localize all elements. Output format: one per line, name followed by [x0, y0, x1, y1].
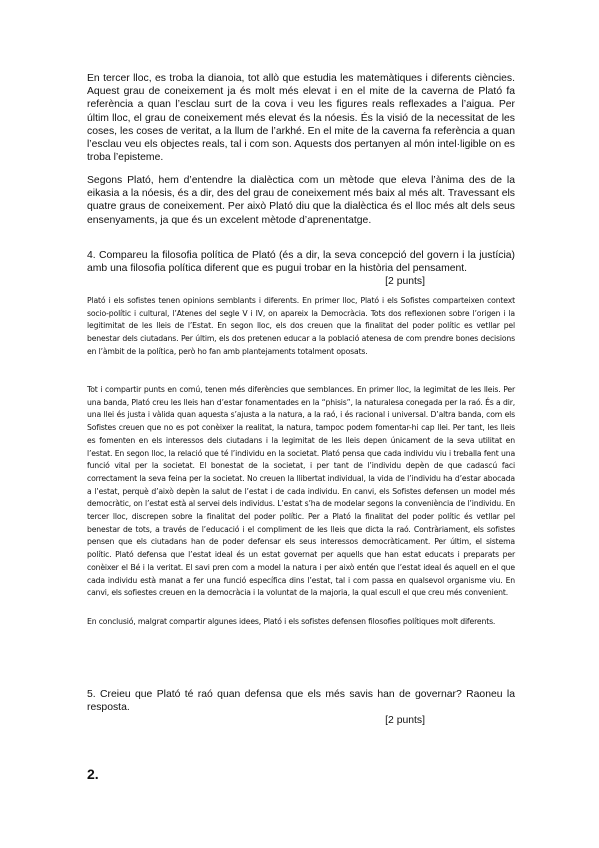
answer-4-conclusion: En conclusió, malgrat compartir algunes idees, Plató i els sofistes defensen filosofies polítiques molt diferents.	[87, 617, 496, 626]
question-4	[87, 249, 515, 289]
answer-4-paragraph-2: Tot i compartir punts en comú, tenen més diferències que semblances. En primer lloc, la legimitat de les lleis. Per una banda, Plató creu les lleis han d’estar fonamentades en la “phisis”, la naturalesa conegada per la raó. És a dir, una llei és justa i vàlida quan aquesta s’ajusta a la natura, a la raó, i és racional i universal. D’altra banda, com els Sofistes creuen que no es pot conèixer la realitat, la natura, tampoc podem fomentar-hi cap llei. Per tant, les lleis es fomenten en els interessos dels ciutadans i la legimitat de les lleis depen únicament de la seva utilitat en l’estat. En segon lloc, la relació que té l’individu en la societat. Plató pensa que cada individu viu i treballa fent una funció vital per la societat. El bonestat de la societat, i per tant de l’individu depèn de que cadascú faci correctament la seva feina per la societat. No creuen la llibertat individual, la vida de l’individu ha d’estar abocada a l’estat, perquè d’això depèn la salut de l’estat i de cada individu. En canvi, els Sofistes defensen un model més democràtic, on l’estat està al servei dels individus. L’estat s’ha de modelar segons la conveniència de l’individu. En tercer lloc, discrepen sobre la finalitat del poder polític. Per a Plató la finalitat del poder polític és vetllar pel benestar de tots, a través de l’educació i el compliment de les lleis que dicta la raó. Contràriament, els sofistes pensen que els ciutadans han de poder defensar els seus interessos democràticament. Per últim, el sistema polític. Plató defensa que l’estat ideal és un estat governat per aquells que han estat educats i preparats per conèixer el Bé i la veritat. El savi pren com a model la natura i per això entén que l’estat ideal és aquell en el que cada individu està manat a fer una funció específica dins l’estat, tal i com passa en qualsevol organisme viu. En canvi, els sofiestes creuen en la democràcia i la voluntat de la majoria, la qual escull el que creu més convenient.	[87, 385, 515, 598]
question-5-text: 5. Creieu que Plató té raó quan defensa que els més savis han de governar? Raoneu la resposta.	[87, 689, 515, 714]
paragraph-dianoia-noesis: En tercer lloc, es troba la dianoia, tot allò que estudia les matemàtiques i diferents ciències. Aquest grau de coneixement ja és molt més elevat i en el mite de la caverna de Plató fa referència a quan l’esclau surt de la cova i veu les figures reals reflexades a l’aigua. Per últim lloc, el grau de coneixement més elevat és la nóesis. És la visió de la necessitat de les coses, les coses de veritat, a la llum de l’arkhé. En el mite de la caverna fa referència a quan l’esclau veu els objectes reals, tal i com son. Aquests dos pertanyen al món intel·ligible on es troba l’episteme.	[87, 73, 515, 164]
question-5-points: [2 punts]	[385, 715, 425, 727]
paragraph-dialectica: Segons Plató, hem d’entendre la dialèctica com un mètode que eleva l’ànima des de la eikasia a la nóesis, és a dir, des del grau de coneixement més baix al més alt. Travessant els quatre graus de coneixement. Per això Plató diu que la dialèctica és el lloc més alt dels seus ensenyaments, ja que és un excelent mètode d’aprenentatge.	[87, 175, 515, 226]
question-4-points: [2 punts]	[385, 276, 425, 288]
question-5	[87, 688, 515, 728]
section-heading-2: 2.	[87, 766, 99, 782]
question-4-text: 4. Compareu la filosofia política de Plató (és a dir, la seva concepció del govern i la justícia) amb una filosofia política diferent que es pugui trobar en la història del pensament.	[87, 250, 515, 275]
answer-4-paragraph-1: Plató i els sofistes tenen opinions semblants i diferents. En primer lloc, Plató i els Sofistes comparteixen context socio-polític i cultural, l’Atenes del segle V i IV, on apareix la Democràcia. Tots dos reflexionen sobre l’origen i la legitimitat de les lleis de l’Estat. En segon lloc, els dos creuen que la finalitat del poder polític es vetllar pel benestar dels ciutadans. Per últim, els dos pretenen educar a la població atenesa de com prendre bones decisions en l’àmbit de la política, però ho fan amb plantejaments totalment oposats.	[87, 296, 515, 356]
